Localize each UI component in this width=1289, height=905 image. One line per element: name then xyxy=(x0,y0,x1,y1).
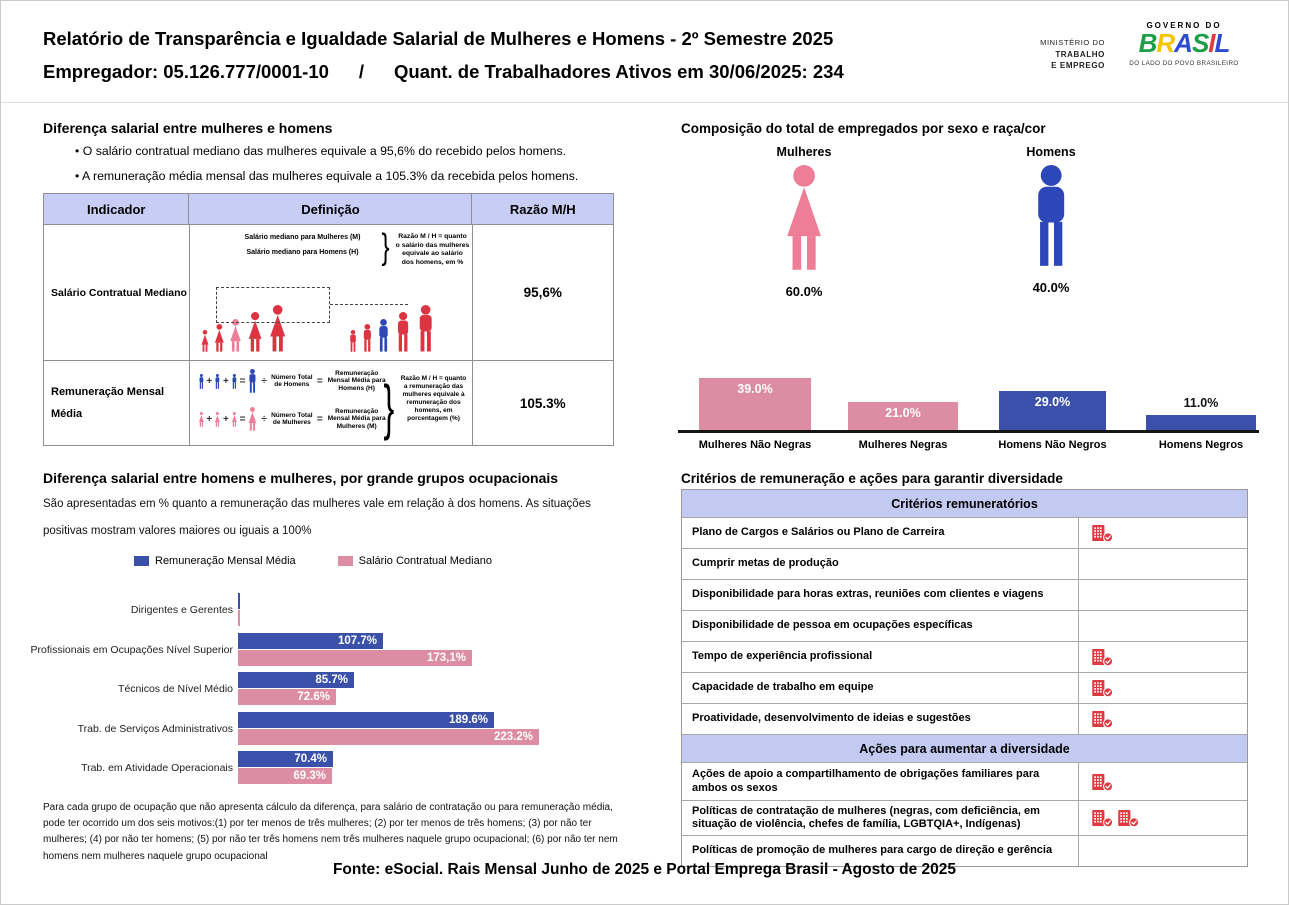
ministry-logo xyxy=(1009,37,1105,72)
brasil-wordmark: BRASIL xyxy=(1138,28,1230,58)
female-figure-icon xyxy=(231,412,238,427)
bar-value-label: 69.3% xyxy=(293,770,326,782)
bar-value-label: 29.0% xyxy=(1034,395,1071,409)
criteria-label: Tempo de experiência profissional xyxy=(692,650,873,663)
occupational-bar xyxy=(238,610,240,626)
criteria-heading: Critérios de remuneração e ações para garantir diversidade xyxy=(681,471,1063,486)
bullet-item: • A remuneração média mensal das mulheres equivale a 105.3% da recebida pelos homens. xyxy=(75,169,578,183)
women-sum-figures: + + = xyxy=(198,407,259,431)
bar-value-label: 85.7% xyxy=(315,674,348,686)
occupational-bar xyxy=(238,768,332,784)
indicator-label: Salário Contratual Mediano xyxy=(51,286,187,299)
chart-legend xyxy=(134,555,492,567)
bar-value-label: 70.4% xyxy=(294,753,327,765)
indicator-cell xyxy=(44,361,189,445)
separator-slash: / xyxy=(358,61,365,82)
indicator-cell xyxy=(44,225,189,360)
criteria-label: Políticas de contratação de mulheres (negras, com deficiência, em situação de violência, chefes de família, LGBTQIA+, Indígenas) xyxy=(692,804,1040,830)
bar-value-label: 21.0% xyxy=(885,406,921,420)
equals-operator: = xyxy=(316,375,323,387)
brace-glyph: } xyxy=(381,227,390,268)
female-figure-icon xyxy=(198,412,205,427)
criteria-label: Proatividade, desenvolvimento de ideias e sugestões xyxy=(692,712,971,725)
salary-indicator-table xyxy=(43,193,614,446)
ratio-value-mean: 105.3% xyxy=(472,361,614,445)
criteria-row xyxy=(682,579,1247,610)
bar-value-label: 107.7% xyxy=(337,635,377,647)
equals-operator: = xyxy=(316,413,323,425)
criteria-adopted-cell xyxy=(1078,580,1247,610)
ministry-line2: TRABALHO xyxy=(1055,49,1105,59)
men-result-label: Remuneração Mensal Média para Homens (H) xyxy=(327,369,386,392)
median-dashed-line xyxy=(330,304,408,305)
criteria-label: Cumprir metas de produção xyxy=(692,557,839,570)
bar-category-label: Mulheres Negras xyxy=(858,439,948,451)
criteria-row xyxy=(682,800,1247,835)
median-ratio-note: Razão M / H = quanto o salário das mulheres equivale ao salário dos homens, em % xyxy=(395,233,470,266)
men-figures-group xyxy=(348,305,437,352)
male-figure-icon xyxy=(361,324,374,352)
criteria-label: Plano de Cargos e Salários ou Plano de Carreira xyxy=(692,526,945,539)
occupational-heading: Diferença salarial entre homens e mulheres, por grande grupos ocupacionais xyxy=(43,470,559,486)
criteria-adopted-cell xyxy=(1078,611,1247,641)
occupational-bar xyxy=(238,729,539,745)
criteria-row xyxy=(682,548,1247,579)
occupational-bar xyxy=(238,712,494,728)
criteria-row xyxy=(682,703,1247,734)
chart-axis-line xyxy=(678,430,1259,433)
legend-swatch xyxy=(134,556,149,566)
col-header-definicao: Definição xyxy=(188,194,471,224)
occupation-category-label: Dirigentes e Gerentes xyxy=(130,604,233,616)
occupational-bar-chart xyxy=(30,593,618,789)
criteria-row xyxy=(682,762,1247,800)
brace-glyph: } xyxy=(383,373,395,442)
criteria-row xyxy=(682,517,1247,548)
criteria-adopted-cell xyxy=(1078,642,1247,672)
male-figure-icon xyxy=(394,312,412,352)
female-figure-icon xyxy=(214,412,221,427)
male-figure-icon xyxy=(376,319,391,352)
female-figure-icon xyxy=(780,165,828,271)
race-composition-chart xyxy=(678,369,1259,464)
man-pictogram xyxy=(976,165,1126,272)
men-divisor-label: Número Total de Homens xyxy=(271,373,313,388)
criteria-adopted-cell xyxy=(1078,549,1247,579)
criteria-adopted-cell xyxy=(1078,801,1247,835)
table-row-remuneracao-media xyxy=(44,360,613,445)
legend-swatch xyxy=(338,556,353,566)
indicator-label: Remuneração Mensal Média xyxy=(51,386,165,420)
women-percentage: 60.0% xyxy=(785,284,823,299)
header-divider xyxy=(1,102,1288,103)
criteria-adopted-cell xyxy=(1078,704,1247,734)
male-figure-icon xyxy=(415,305,436,352)
male-figure-icon xyxy=(214,374,221,389)
criteria-label: Capacidade de trabalho em equipe xyxy=(692,681,874,694)
criteria-adopted-cell xyxy=(1078,518,1247,548)
men-label: Homens xyxy=(1026,145,1076,159)
men-sum-figures: + + = xyxy=(198,369,259,393)
male-figure-icon xyxy=(231,374,238,389)
legend-item xyxy=(134,555,296,567)
occupational-bar xyxy=(238,672,354,688)
female-figure-icon xyxy=(228,319,243,352)
company-check-icon xyxy=(1091,772,1114,792)
bar-value-label: 39.0% xyxy=(737,382,773,396)
occupation-category-label: Profissionais em Ocupações Nível Superior xyxy=(30,644,233,656)
ministry-line1: MINISTÉRIO DO xyxy=(1040,38,1105,47)
criteria-adopted-cell xyxy=(1078,673,1247,703)
women-divisor-label: Número Total de Mulheres xyxy=(271,411,313,426)
employer-line xyxy=(43,61,844,83)
occupational-footnote: Para cada grupo de ocupação que não apresenta cálculo da diferença, para salário de contratação ou para remuneração média, pode ter ocorrido um dos seis motivos:(1) por ter menos de três mulheres; (2) por ter menos de três homens; (3) por não ter mulheres; (4) por não ter homens; (5) por não ter três homens nem três mulheres naquele grupo ocupacional; (6) por não ter nem homens nem mulheres naquele grupo ocupacional xyxy=(43,802,618,862)
criteria-adopted-cell xyxy=(1078,763,1247,800)
occupation-category-label: Trab. em Atividade Operacionais xyxy=(81,762,233,774)
male-figure-icon xyxy=(348,330,358,352)
company-check-icon xyxy=(1117,808,1140,828)
median-women-label: Salário mediano para Mulheres (M) xyxy=(244,234,361,241)
gov-logo-top-text: GOVERNO DO xyxy=(1146,21,1222,30)
occupation-category-label: Trab. de Serviços Administrativos xyxy=(77,723,233,735)
col-header-indicador: Indicador xyxy=(44,194,188,224)
criteria-section-header: Ações para aumentar a diversidade xyxy=(682,734,1247,762)
occupational-bar xyxy=(238,689,336,705)
criteria-label: Ações de apoio a compartilhamento de obrigações familiares para ambos os sexos xyxy=(692,768,1040,794)
salary-diff-heading: Diferença salarial entre mulheres e homens xyxy=(43,120,333,136)
occupational-bar xyxy=(238,633,383,649)
bar-value-label: 72.6% xyxy=(297,691,330,703)
page-title: Relatório de Transparência e Igualdade Salarial de Mulheres e Homens - 2º Semestre 2025 xyxy=(43,28,834,49)
legend-item xyxy=(338,555,492,567)
woman-pictogram xyxy=(729,165,879,276)
definition-diagram-mean xyxy=(189,361,472,445)
table-header-row xyxy=(44,194,613,224)
ratio-value-median: 95,6% xyxy=(472,225,614,360)
criteria-row xyxy=(682,641,1247,672)
bar-category-label: Homens Negros xyxy=(1158,439,1244,451)
mean-ratio-note: Razão M / H = quanto a remuneração das mulheres equivale à remuneração dos homens, em porcentagem (%) xyxy=(400,375,467,422)
composition-bar xyxy=(1146,415,1256,430)
divide-operator: ÷ xyxy=(261,375,267,387)
bar-value-label: 189.6% xyxy=(448,714,488,726)
criteria-label: Disponibilidade para horas extras, reuniões com clientes e viagens xyxy=(692,588,1044,601)
bar-category-label: Homens Não Negros xyxy=(998,439,1107,451)
occupational-bar xyxy=(238,650,472,666)
men-formula-row xyxy=(198,369,388,393)
women-label: Mulheres xyxy=(776,145,832,159)
source-footer: Fonte: eSocial. Rais Mensal Junho de 2025 e Portal Emprega Brasil - Agosto de 2025 xyxy=(332,861,957,878)
table-row-salario-mediano xyxy=(44,224,613,360)
bar-value-label: 223.2% xyxy=(493,731,533,743)
criteria-row xyxy=(682,672,1247,703)
company-check-icon xyxy=(1091,709,1114,729)
employer-value: Empregador: 05.126.777/0001-10 xyxy=(43,61,329,82)
women-formula-row xyxy=(198,407,388,431)
bullet-item: • O salário contratual mediano das mulheres equivale a 95,6% do recebido pelos homens. xyxy=(75,144,566,158)
median-labels xyxy=(224,233,382,263)
company-check-icon xyxy=(1091,808,1114,828)
company-check-icon xyxy=(1091,647,1114,667)
company-check-icon xyxy=(1091,523,1114,543)
women-result-label: Remuneração Mensal Média para Mulheres (M) xyxy=(327,407,386,430)
criteria-label: Políticas de promoção de mulheres para cargo de direção e gerência xyxy=(692,844,1053,857)
company-check-icon xyxy=(1091,678,1114,698)
occupational-subtitle: São apresentadas em % quanto a remuneração das mulheres vale em relação à dos homens. As situações positivas mostram valores maiores ou iguais a 100% xyxy=(43,498,591,537)
governo-do-brasil-logo xyxy=(1119,21,1249,67)
male-figure-icon xyxy=(247,369,258,393)
male-figure-icon xyxy=(1028,165,1074,267)
occupational-bar xyxy=(238,593,240,609)
criteria-table xyxy=(681,489,1248,867)
active-workers-value: Quant. de Trabalhadores Ativos em 30/06/2025: 234 xyxy=(394,61,844,82)
female-figure-icon xyxy=(213,324,226,352)
composition-heading: Composição do total de empregados por sexo e raça/cor xyxy=(681,121,1046,136)
gov-logo-bottom-text: DO LADO DO POVO BRASILEIRO xyxy=(1129,60,1239,67)
definition-diagram-median xyxy=(189,225,472,360)
legend-label: Remuneração Mensal Média xyxy=(155,555,296,567)
legend-label: Salário Contratual Mediano xyxy=(358,555,492,567)
median-men-label: Salário mediano para Homens (H) xyxy=(246,249,359,256)
bar-category-label: Mulheres Não Negras xyxy=(698,439,812,451)
female-figure-icon xyxy=(247,407,258,431)
bar-value-label: 11.0% xyxy=(1183,396,1219,410)
divide-operator: ÷ xyxy=(261,413,267,425)
women-composition-column xyxy=(729,145,879,299)
female-figure-icon xyxy=(200,330,210,352)
criteria-row xyxy=(682,610,1247,641)
occupation-category-label: Técnicos de Nível Médio xyxy=(118,683,233,695)
col-header-razao: Razão M/H xyxy=(471,194,613,224)
criteria-label: Disponibilidade de pessoa em ocupações específicas xyxy=(692,619,973,632)
occupational-bar xyxy=(238,751,333,767)
men-percentage: 40.0% xyxy=(1032,280,1070,295)
male-figure-icon xyxy=(198,374,205,389)
ministry-line3: E EMPREGO xyxy=(1051,61,1105,70)
median-dashed-box xyxy=(216,287,330,323)
criteria-section-header: Critérios remuneratórios xyxy=(682,490,1247,517)
men-composition-column xyxy=(976,145,1126,295)
bar-value-label: 173,1% xyxy=(426,652,466,664)
